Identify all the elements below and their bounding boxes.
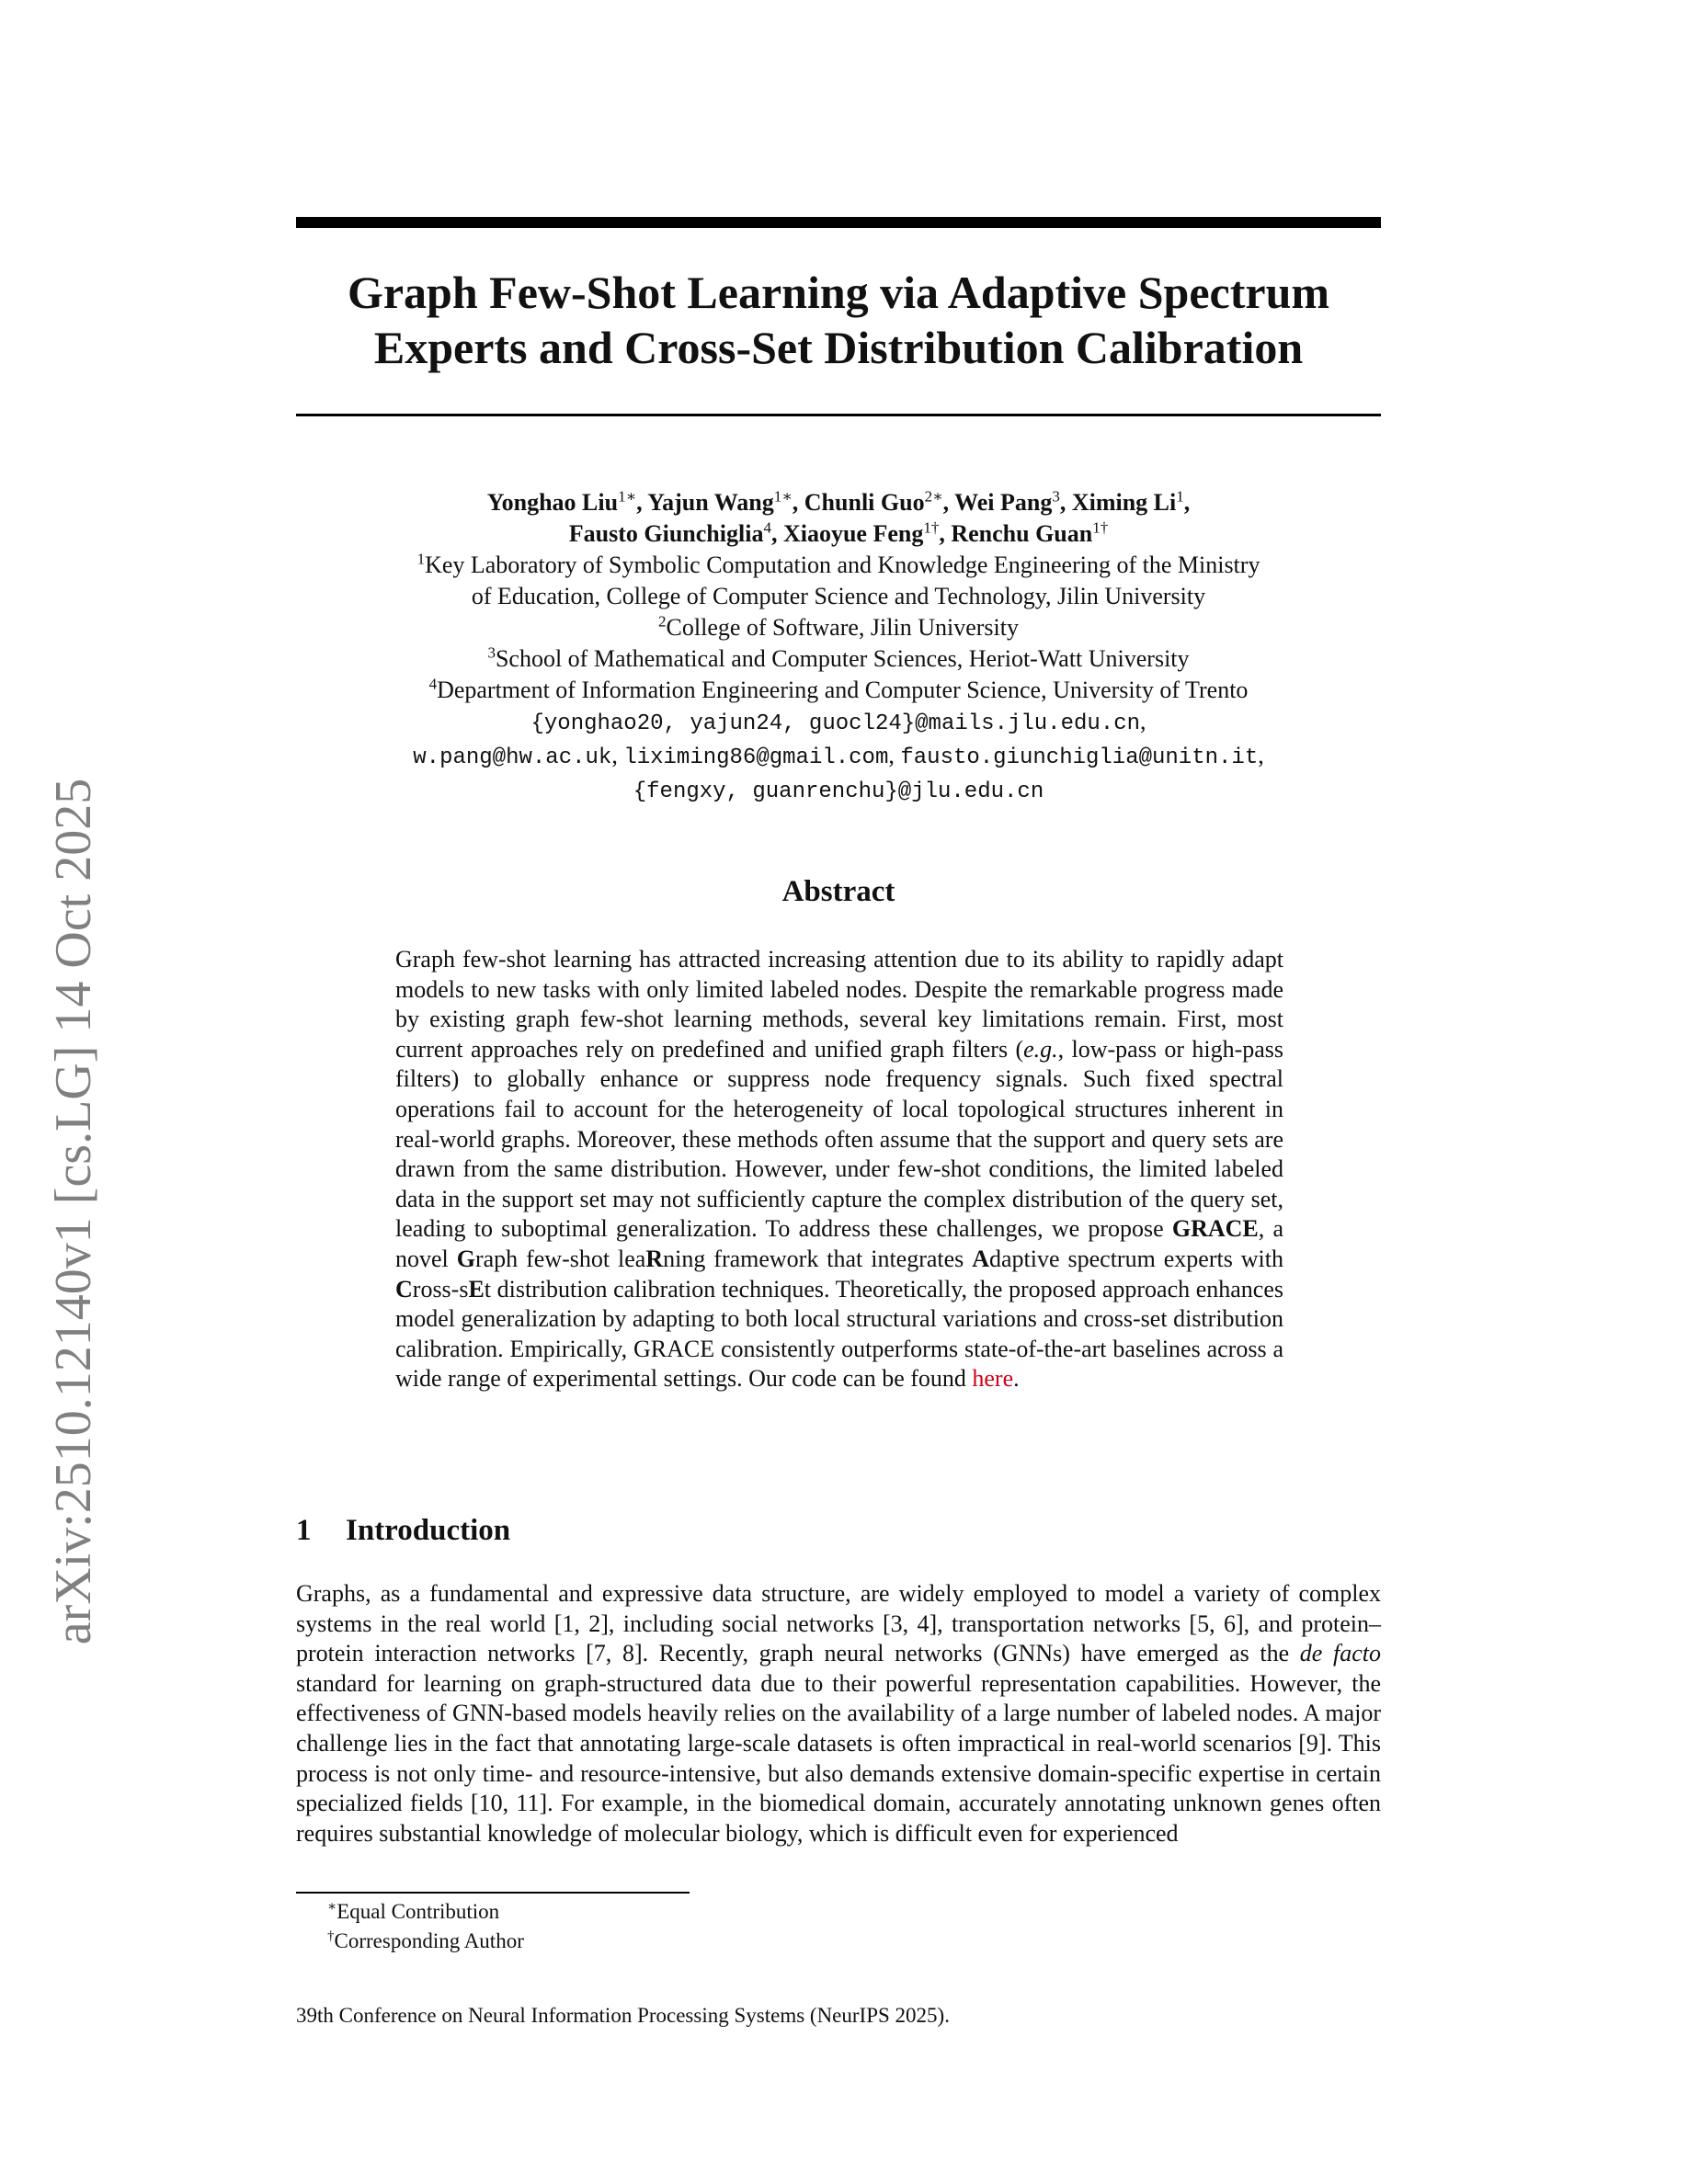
section-number: 1 xyxy=(296,1514,312,1547)
footnote-corresponding-author xyxy=(327,1927,524,1956)
author-separator: , xyxy=(1183,489,1191,516)
affiliation-mark: 2 xyxy=(658,612,667,631)
email-group: {fengxy, guanrenchu}@jlu.edu.cn xyxy=(633,779,1044,804)
abstract-text: . xyxy=(1013,1365,1020,1393)
affiliation-text: Department of Information Engineering and Computer Science, University of Trento xyxy=(437,677,1249,703)
intro-text: standard for learning on graph-structured data due to their powerful representation capabilities. However, the effectiveness of GNN-based models heavily relies on the availability of a large number of labeled nodes. A major challenge lies in the fact that annotating large-scale datasets is often impractical in real-world scenarios [9]. This process is not only time- and resource-intensive, but also demands extensive domain-specific expertise in certain specialized fields [10, 11]. For example, in the biomedical domain, accurately annotating unknown genes often requires substantial knowledge of molecular biology, which is difficult even for experienced xyxy=(296,1669,1381,1847)
abstract-text: raph few-shot lea xyxy=(474,1245,646,1272)
author-mark: 4 xyxy=(763,518,771,537)
email-line-2 xyxy=(296,740,1381,774)
email-separator: , xyxy=(1140,708,1146,734)
abstract-text: , low-pass or high-pass filters) to globally enhance or suppress node frequency signals. Such fixed spectral operations fail to account for the heterogeneity of local topological structures inherent in real-world graphs. Moreover, these methods often assume that the support and query sets are drawn from the same distribution. However, under few-shot conditions, the limited labeled data in the support set may not sufficiently capture the complex distribution of the query set, leading to suboptimal generalization. To address these challenges, we propose xyxy=(395,1035,1283,1243)
author-name: Chunli Guo xyxy=(804,489,925,516)
section-heading-introduction xyxy=(296,1512,510,1549)
abstract-text: ross-s xyxy=(412,1275,469,1302)
footnote-rule xyxy=(296,1892,690,1894)
paper-title xyxy=(296,265,1381,375)
footnote-text: Equal Contribution xyxy=(336,1900,500,1923)
email-separator: , xyxy=(611,742,624,768)
title-line-1: Graph Few-Shot Learning via Adaptive Spectrum xyxy=(347,267,1330,318)
author-name: Xiaoyue Feng xyxy=(782,520,924,547)
author-name: Yonghao Liu xyxy=(486,489,619,516)
code-link[interactable]: here xyxy=(972,1365,1014,1393)
abstract-text: ning framework that integrates xyxy=(663,1245,973,1272)
email-separator: , xyxy=(888,742,901,768)
affiliation-text: School of Mathematical and Computer Sciences, Heriot-Watt University xyxy=(495,645,1190,672)
section-title: Introduction xyxy=(346,1514,511,1547)
title-line-2: Experts and Cross-Set Distribution Calibration xyxy=(373,322,1304,373)
author-mark: 1† xyxy=(923,518,940,537)
acronym-letter: E xyxy=(468,1275,485,1302)
intro-emphasis: de facto xyxy=(1299,1640,1381,1667)
title-top-rule xyxy=(296,217,1381,228)
author-mark: 1∗ xyxy=(618,487,637,506)
author-separator: , xyxy=(792,489,804,516)
acronym-letter: A xyxy=(972,1245,990,1272)
affiliation-text: College of Software, Jilin University xyxy=(666,614,1019,641)
author-separator: , xyxy=(636,489,648,516)
venue-note: 39th Conference on Neural Information Processing Systems (NeurIPS 2025). xyxy=(296,2004,950,2027)
author-name: Ximing Li xyxy=(1071,489,1177,516)
author-mark: 3 xyxy=(1052,487,1060,506)
intro-text: Graphs, as a fundamental and expressive data structure, are widely employed to model a variety of complex systems in the real world [1, 2], including social networks [3, 4], transportation networks [5, 6], and protein–protein interaction networks [7, 8]. Recently, graph neural networks (GNNs) have emerged as the xyxy=(296,1580,1381,1667)
footnote-equal-contribution xyxy=(327,1897,524,1927)
abstract-text: Graph few-shot learning has attracted increasing attention due to its ability to rapidly adapt models to new tasks with only limited labeled nodes. Despite the remarkable progress made by existing graph few-shot learning methods, several key limitations remain. First, most current approaches rely on predefined and unified graph filters ( xyxy=(395,946,1283,1063)
email-group: {yonghao20, yajun24, guocl24}@mails.jlu.edu.cn xyxy=(530,711,1140,736)
affiliation-2 xyxy=(296,612,1381,643)
email-address: w.pang@hw.ac.uk xyxy=(413,745,612,770)
affiliation-mark: 1 xyxy=(416,550,426,568)
email-address: liximing86@gmail.com xyxy=(623,745,889,770)
abstract-body xyxy=(395,945,1283,1394)
email-address: fausto.giunchiglia@unitn.it xyxy=(900,745,1259,770)
author-name: Renchu Guan xyxy=(951,520,1093,547)
affiliation-3 xyxy=(296,643,1381,675)
abstract-text: , a novel xyxy=(395,1215,1283,1272)
abstract-emphasis: e.g. xyxy=(1023,1035,1058,1063)
footnotes xyxy=(327,1897,524,1956)
author-separator: , xyxy=(942,489,955,516)
author-line-2 xyxy=(296,518,1381,550)
author-separator: , xyxy=(939,520,952,547)
footnote-mark: † xyxy=(327,1928,335,1944)
introduction-body xyxy=(296,1579,1381,1848)
method-name: GRACE xyxy=(1171,1215,1259,1243)
author-mark: 1 xyxy=(1176,487,1184,506)
email-separator: , xyxy=(1258,742,1264,768)
affiliation-4 xyxy=(296,675,1381,706)
affiliation-1 xyxy=(296,550,1381,581)
author-name: Yajun Wang xyxy=(647,489,774,516)
author-mark: 1† xyxy=(1092,518,1109,537)
acronym-letter: G xyxy=(456,1245,475,1272)
author-mark: 2∗ xyxy=(924,487,943,506)
title-bottom-rule xyxy=(296,414,1381,416)
affiliation-text: Key Laboratory of Symbolic Computation and Knowledge Engineering of the Ministry xyxy=(425,552,1260,578)
abstract-heading: Abstract xyxy=(781,875,895,908)
author-separator: , xyxy=(770,520,783,547)
acronym-letter: C xyxy=(395,1275,413,1302)
arxiv-identifier-stamp: arXiv:2510.12140v1 [cs.LG] 14 Oct 2025 xyxy=(45,778,102,1645)
author-name: Wei Pang xyxy=(954,489,1053,516)
author-separator: , xyxy=(1059,489,1072,516)
affiliation-mark: 3 xyxy=(487,643,496,662)
author-name: Fausto Giunchiglia xyxy=(568,520,764,547)
affiliation-mark: 4 xyxy=(428,675,438,693)
author-line-1 xyxy=(296,487,1381,518)
abstract-text: daptive spectrum experts with xyxy=(989,1245,1283,1272)
author-mark: 1∗ xyxy=(773,487,793,506)
footnote-text: Corresponding Author xyxy=(334,1929,524,1952)
affiliation-1-cont: of Education, College of Computer Science and Technology, Jilin University xyxy=(471,583,1206,609)
author-block xyxy=(296,487,1381,808)
email-line-1 xyxy=(296,706,1381,740)
abstract-text: t distribution calibration techniques. Theoretically, the proposed approach enhances model generalization by adapting to both local structural variations and cross-set distribution calibration. Empirically, GRACE consistently outperforms state-of-the-art baselines across a wide range of experimental settings. Our code can be found xyxy=(395,1275,1283,1393)
email-line-3 xyxy=(296,774,1381,808)
acronym-letter: R xyxy=(645,1245,664,1272)
footnote-mark: ∗ xyxy=(327,1899,337,1915)
